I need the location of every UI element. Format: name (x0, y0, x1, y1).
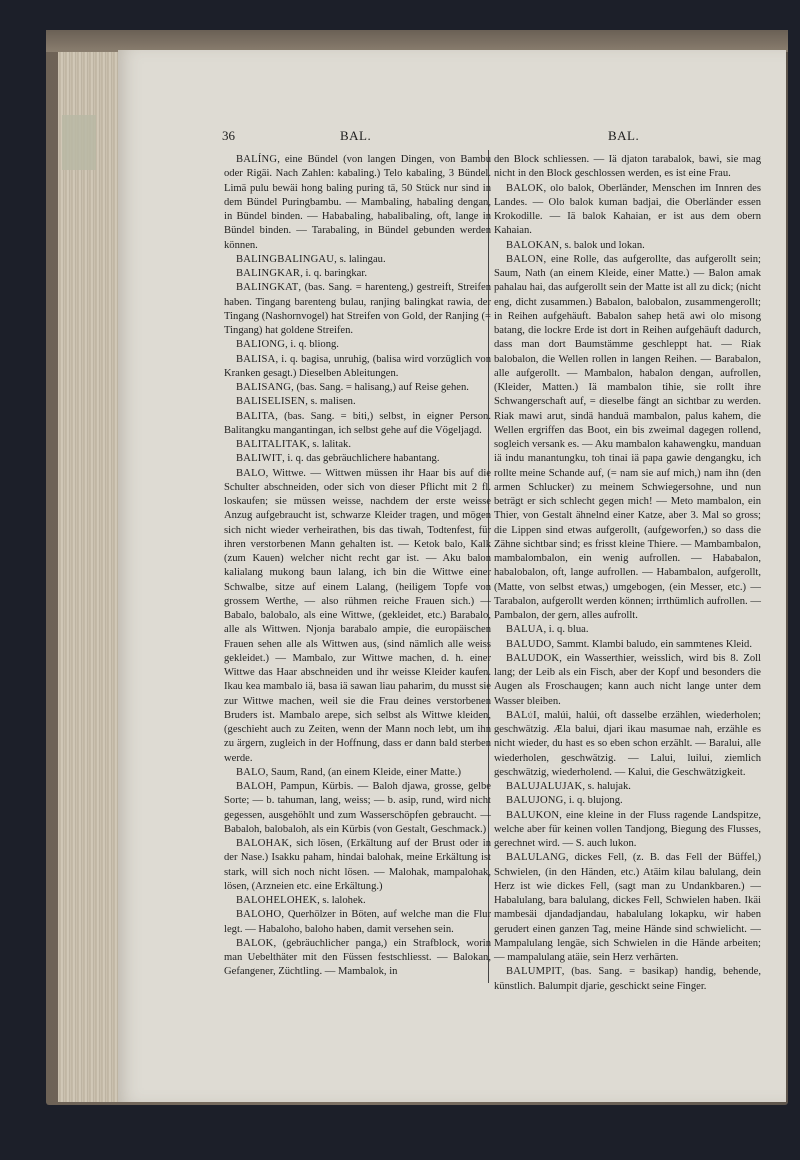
dictionary-entry (224, 267, 491, 281)
dictionary-entry (494, 652, 761, 709)
entry-definition: , dickes Fell, (z. B. das Fell der Büffel,) Schwielen, (in den Händen, etc.) Atäim kilau balulang, dein Herz ist wie dickes Fell, (sagt man zu Undankbaren.) — Habalulang, bara balulang, dickes Fell, Schwielen haben. Ikäi mambesäi djandadjandau, habalulang lokapku, wir haben gerudert einen ganzen Tag, meine Hände sind schwielicht. — Mampalulang lengäe, sich Schwielen in die Hände arbeiten; — mampalulang atäie, sein Herz verhärten. (494, 852, 761, 963)
entry-headword: BALOHO (236, 909, 282, 921)
dictionary-entry (224, 281, 491, 338)
entry-headword: BALON (506, 253, 544, 265)
dictionary-entry (224, 153, 491, 253)
entry-headword: BALISA (236, 353, 276, 365)
entry-definition: , s. balok und lokan. (559, 239, 645, 251)
entry-headword: BALINGKAT (236, 282, 299, 294)
dictionary-entry (224, 908, 491, 937)
running-head-right: BAL. (608, 128, 640, 143)
entry-definition: , Saum, Rand, (an einem Kleide, einer Matte.) (265, 766, 461, 778)
entry-definition: , (bas. Sang. = basikap) handig, behende, künstlich. Balumpit djarie, geschickt seine Finger. (494, 966, 761, 992)
entry-headword: BALÍNG (236, 154, 278, 165)
entry-definition: , s. malisen. (305, 396, 356, 408)
entry-headword: BALISANG (236, 382, 292, 393)
entry-definition: , (bas. Sang. = harenteng,) gestreift, Streifen haben. Tingang barenteng bulau, ranjing balingkat rawia, der Tingang (Nashornvogel) hat Streifen von Gold, der Ranjing (= Tingang) hat goldene Streifen. (224, 282, 491, 336)
dictionary-entry (494, 239, 761, 253)
dictionary-entry (494, 709, 761, 780)
entry-definition: , eine Bündel (von langen Dingen, von Bambu oder Rigäi. Nach Zahlen: kabaling.) Telo kabaling, 3 Bündel. Limä pulu bewäi hong baling puring tä, 50 Stück nur sind in dem Bündel Puringbambu. — Mambaling, habaling dengan, in Bündel binden. — Hababaling, habalibaling, oft, lange in Bündel binden. — Tarabaling, in Bündel gebunden werden können. (224, 154, 491, 251)
entry-definition: , i. q. blujong. (563, 795, 623, 807)
dictionary-entry (224, 410, 491, 439)
entry-definition: , eine kleine in der Fluss ragende Landspitze, welche aber für keinen vollen Tandjong, Biegung des Flusses, gerechnet wird. — S. auch lukon. (494, 809, 761, 849)
dictionary-entry (224, 837, 491, 894)
entry-definition: , i. q. bagisa, unruhig, (balisa wird vorzüglich von Kranken gesagt.) Dieselben Ableitungen. (224, 353, 491, 379)
entry-headword: BALUA (506, 624, 544, 636)
entry-definition: , s. lalingau. (334, 253, 386, 265)
dictionary-entry (494, 182, 761, 239)
entry-definition: , Wittwe. — Wittwen müssen ihr Haar bis auf die Schulter abschneiden, oder sich von dieser Pflicht mit 2 fl. loskaufen; sie müssen weisse, nachdem der erste weisse Anzug aufgebraucht ist, schwarze Kleider tragen, und mögen sich nicht wieder verheirathen, bis das tiwah, Todtenfest, für ihren verstorbenen Mann gehalten ist. — Ketok balo, Kalk (zum Kauen) welcher nicht recht gar ist. — Aku balon kalialang mukong baun lalang, ich bin die Wittwe einer Schwalbe, sitze auf einem Lalang, (heiligem Topfe von grossem Werthe, — also rühmen reiche Frauen sich.) — Babalo, balobalo, als eine Wittwe, (gekleidet, etc.) Barabalo, alle als Wittwen. Njonja barabalo ampie, die europäischen Frauen sehen alle als Wittwen aus, (sind nämlich alle weiss gekleidet.) — Mambalo, zur Wittwe machen, d. h. einer Wittwe das Haar abschneiden und ihr weisse Kleider kaufen. Ikau kea mambalo iä, basa iä sawan liau paharim, du musst sie zur Wittwe machen, weil sie die Frau deines verstorbenen Bruders ist. Mambalo arepe, sich selbst als Wittwe kleiden, (geschieht auch zu Zeiten, wenn der Mann noch lebt, um ihn zu ärgern, zugleich in der Hoffnung, dass er dann bald sterben werde. (224, 467, 491, 764)
entry-headword: BALUDOK (506, 652, 560, 664)
dictionary-entry (224, 353, 491, 382)
dictionary-entry (224, 894, 491, 908)
entry-definition: , (bas. Sang. = biti,) selbst, in eigner Person. Balitangku mangantingan, ich selbst gehe auf die Vögeljagd. (224, 410, 491, 436)
entry-definition: , i. q. das gebräuchlichere habantang. (282, 453, 440, 465)
running-head-left: BAL. (340, 128, 372, 143)
dictionary-entry (494, 809, 761, 852)
entry-headword: BALITA (236, 410, 276, 422)
entry-definition: , (gebräuchlicher panga,) ein Strafblock, worin man Uebelthäter mit den Füssen festschliesst. — Balokan, Gefangener, Züchtling. — Mambalok, in (224, 937, 491, 978)
entry-definition: , i. q. bliong. (285, 339, 339, 351)
entry-definition: , sich lösen, (Erkältung auf der Brust oder in der Nase.) Isakku paham, hindai balohak, meine Erkältung ist stark, will sich noch nicht lösen. — Malohak, mampalohak, lösen, (Arzneien etc. eine Erkältung.) (224, 838, 491, 892)
entry-headword: BALOH (236, 781, 274, 792)
entry-definition: , s. lalitak. (307, 439, 351, 450)
entry-headword: BALOHELOHEK (236, 895, 318, 906)
entry-headword: BALUJALUJAK (506, 781, 583, 792)
entry-headword: BALIWIT (236, 453, 283, 465)
entry-definition: , s. halujak. (582, 781, 631, 792)
dictionary-entry (224, 395, 491, 409)
dictionary-entry (494, 851, 761, 965)
entry-headword: BALúI (506, 709, 537, 721)
entry-definition: , ein Wasserthier, weisslich, wird bis 8. Zoll lang; der Leib als ein Fisch, aber der Kopf und besonders die Augen als Froschaugen; kann auch nicht lange unter dem Wasser bleiben. (494, 652, 761, 707)
page-number: 36 (222, 128, 235, 143)
dictionary-entry (224, 780, 491, 837)
entry-headword: BALISELISEN (236, 396, 306, 408)
entry-headword: BALINGKAR (236, 268, 301, 279)
entry-headword: BALINGBALINGAU (236, 253, 335, 265)
page-edges (58, 52, 120, 1102)
entry-headword: BALUJONG (506, 795, 564, 807)
dictionary-entry (494, 623, 761, 637)
left-column (224, 153, 491, 980)
entry-definition: , s. lalohek. (317, 895, 366, 906)
entry-headword: BALOHAK (236, 838, 290, 849)
entry-headword: BALOK (236, 937, 274, 949)
entry-definition: , Querhölzer in Böten, auf welche man die Flur legt. — Habaloho, baloho haben, damit versehen sein. (224, 909, 491, 935)
dictionary-entry (494, 153, 761, 182)
right-column (494, 153, 761, 994)
book-cover-top-edge (46, 30, 788, 52)
dictionary-entry (224, 253, 491, 267)
dictionary-entry (224, 438, 491, 452)
dictionary-entry (494, 638, 761, 652)
dictionary-entry (224, 381, 491, 395)
entry-definition: , eine Rolle, das aufgerollte, das aufgerollt sein; Saum, Nath (an einem Kleide, einer Matte.) — Balon amak pahalau hai, das aufgerollt sein der Matte ist all zu dick; (nicht eng, dicht zusammen.) Babalon, balobalon, zusammengerollt; in Reihen aufgehäuft. Babalon sahep hetä awi olo misong batang, die lockre Erde ist dort in Reihen aufgehäuft dadurch, dass man dort Baumstämme geschleppt hat. — Riak balobalon, die Wellen rollen in langen Reihen. — Barabalon, alle aufgerollt. — Mambalon, habalon dengan, aufrollen, (Kleider, Matten.) Iä mambalon tihie, sie rollt ihre Schwangerschaft auf, = dieselbe fängt an sichtbar zu werden. Riak mawi arut, sindä handuä mambalon, palus kahem, die Wellen ergriffen das Boot, ein bis zweimal dagegen rollend, sogleich versank es. — Aku mambalon kahawengku, manduan iä indu manantungku, toh tinai iä papa gawie dengangku, ich rollte meine Schande auf, (= nam sie auf mich,) nam ihn (den armen Schlucker) zu meinem Schwiegersohne, und nun beträgt er sich schlecht gegen mich! — Meto mambalon, ein Thier, von Gestalt ähnelnd einer Katze, aber 3. Mal so gross; die Lippen sind etwas aufgerollt, (aufgeworfen,) so dass die Zähne sichtbar sind; es frisst kleine Thiere. — Mambambalon, mambalombalon, ein wenig aufrollen. — Hababalon, habalobalon, oft, lange aufrollen. — Habambalon, aufgerollt, (Matte, von selbst etwas,) umgebogen, (ein Messer, etc.) — Tarabalon, aufgerollt werden können; irrthümlich aufrollen. — Pambalon, der gern, alles aufrollt. (494, 253, 761, 621)
entry-headword: BALO (236, 467, 266, 479)
page-header (0, 128, 800, 148)
entry-headword: BALULANG (506, 852, 566, 864)
entry-headword: BALUDO (506, 638, 552, 650)
entry-definition: , i. q. blua. (543, 624, 589, 636)
entry-headword: BALOK (506, 182, 544, 194)
entry-definition: , olo balok, Oberländer, Menschen im Innren des Landes. — Olo balok kuman badjai, die Oberländer essen Krokodille. — Iä balok Kahaian, er ist aus dem obern Kahaian. (494, 182, 761, 237)
dictionary-entry (494, 253, 761, 624)
entry-definition: , Pampun, Kürbis. — Baloh djawa, grosse, gelbe Sorte; — b. tahuman, lang, weiss; — b. asip, rund, wird nicht gegessen, ausgehöhlt und zum Wasserschöpfen gebraucht. — Babaloh, balobaloh, als ein Kürbis (von Gestalt, Geschmack.) (224, 781, 491, 835)
dictionary-entry (224, 766, 491, 780)
entry-definition: , i. q. baringkar. (300, 268, 367, 279)
entry-headword: BALITALITAK (236, 439, 308, 450)
dictionary-entry (224, 452, 491, 466)
entry-definition: , Sammt. Klambi baludo, ein sammtenes Kleid. (551, 638, 753, 650)
entry-headword: BALUKON (506, 809, 560, 821)
dictionary-entry (224, 338, 491, 352)
entry-headword: BALOKAN (506, 239, 560, 251)
entry-headword: BALO (236, 766, 266, 778)
entry-definition: , (bas. Sang. = halisang,) auf Reise gehen. (291, 382, 469, 393)
entry-definition: den Block schliessen. — Iä djaton tarabalok, bawi, sie mag nicht in den Block geschlossen werden, es ist eine Frau. (494, 154, 761, 180)
dictionary-entry (494, 965, 761, 994)
entry-headword: BALIONG (236, 339, 286, 351)
dictionary-entry (224, 937, 491, 980)
dictionary-entry (494, 794, 761, 808)
entry-definition: , malúi, halúi, oft dasselbe erzählen, wiederholen; geschwätzig. Æla balui, djari ikau masumae nah, erzähle es nicht wieder, du hast es so eben schon erzählt. — Baralui, alle wiederholen, geschwätzig. — Lalui, luilui, ziemlich geschwätzig, wiederholend. — Kalui, die Geschwätzigkeit. (494, 709, 761, 778)
entry-headword: BALUMPIT (506, 966, 562, 978)
dictionary-entry (494, 780, 761, 794)
dictionary-entry (224, 467, 491, 766)
